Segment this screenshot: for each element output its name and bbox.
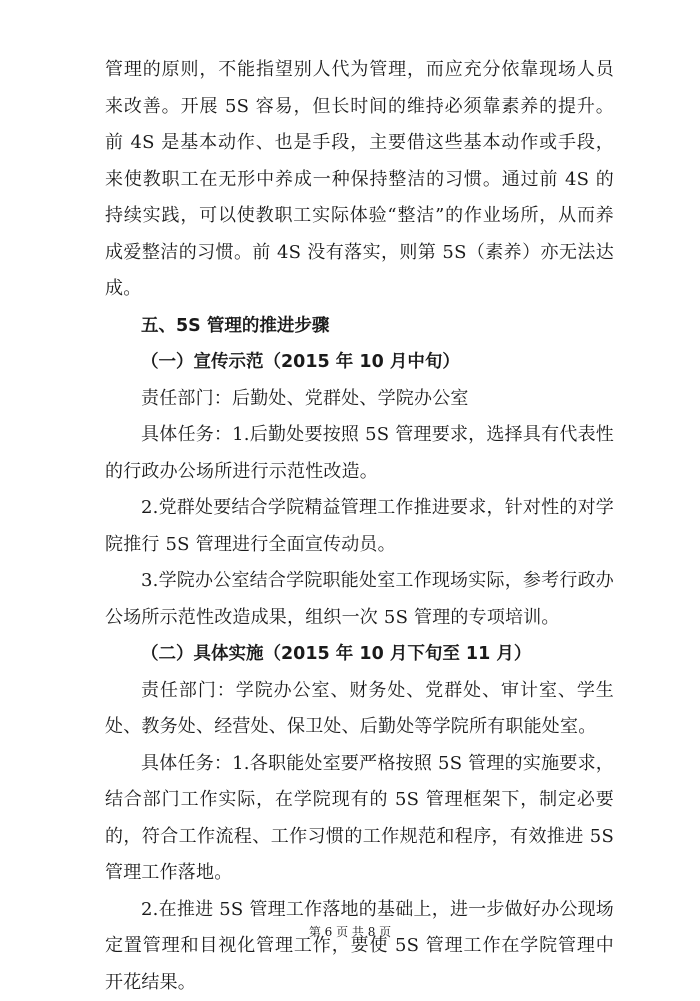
paragraph-task-2-2: 2.在推进 5S 管理工作落地的基础上，进一步做好办公现场定置管理和目视化管理工作，要使 5S 管理工作在学院管理中开花结果。 — [105, 892, 614, 1001]
paragraph-task-1-1: 具体任务：1.后勤处要按照 5S 管理要求，选择具有代表性的行政办公场所进行示范性改造。 — [105, 417, 614, 490]
paragraph-principle: 管理的原则，不能指望别人代为管理，而应充分依靠现场人员来改善。开展 5S 容易，但长时间的维持必须靠素养的提升。前 4S 是基本动作、也是手段，主要借这些基本动作或手段，来使教职工在无形中养成一种保持整洁的习惯。通过前 4S 的持续实践，可以使教职工实际体验“整洁”的作业场所，从而养成爱整洁的习惯。前 4S 没有落实，则第 5S（素养）亦无法达成。 — [105, 52, 614, 308]
paragraph-responsible-depts-1: 责任部门：后勤处、党群处、学院办公室 — [105, 381, 614, 418]
paragraph-task-1-3: 3.学院办公室结合学院职能处室工作现场实际，参考行政办公场所示范性改造成果，组织一次 5S 管理的专项培训。 — [105, 563, 614, 636]
paragraph-task-1-2: 2.党群处要结合学院精益管理工作推进要求，针对性的对学院推行 5S 管理进行全面宣传动员。 — [105, 490, 614, 563]
paragraph-responsible-depts-2: 责任部门：学院办公室、财务处、党群处、审计室、学生处、教务处、经营处、保卫处、后勤处等学院所有职能处室。 — [105, 673, 614, 746]
section-heading-steps: 五、5S 管理的推进步骤 — [105, 308, 614, 345]
page-number-footer: 第 6 页 共 8 页 — [0, 923, 700, 940]
subsection-heading-implementation: （二）具体实施（2015 年 10 月下旬至 11 月） — [105, 636, 614, 673]
paragraph-task-2-1: 具体任务：1.各职能处室要严格按照 5S 管理的实施要求，结合部门工作实际，在学院现有的 5S 管理框架下，制定必要的，符合工作流程、工作习惯的工作规范和程序，有效推进 5S 管理工作落地。 — [105, 746, 614, 892]
subsection-heading-publicity: （一）宣传示范（2015 年 10 月中旬） — [105, 344, 614, 381]
